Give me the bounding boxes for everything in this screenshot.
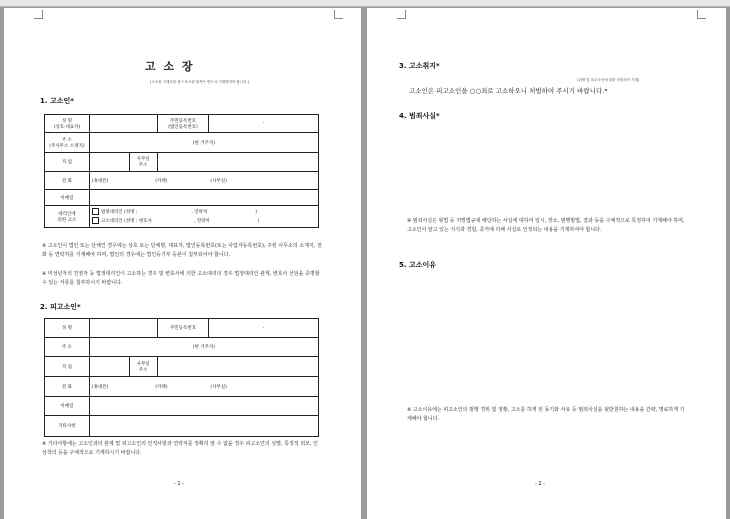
document-page-1 <box>4 8 361 519</box>
office-field[interactable] <box>157 357 318 377</box>
attorney-agent-checkbox[interactable] <box>92 217 99 224</box>
phone-mobile: (휴대폰) <box>91 384 109 390</box>
section-heading: 4. 범죄사실* <box>399 112 440 120</box>
note-complainant-agent: ※ 미성년자의 친권자 등 법정대리인이 고소하는 경우 및 변호사에 의한 고소대리의 경우 법정대리인 관계, 변호사 선임을 증명할 수 있는 서류를 첨부하시기 바랍니다. <box>42 271 320 286</box>
etc-label: 기타사항 <box>45 416 90 437</box>
address-field[interactable]: (현 거주지) <box>89 338 318 357</box>
ruler-bar <box>0 0 730 7</box>
phone-label: 전 화 <box>45 172 90 190</box>
rrn-label: 주민등록번호 (법인등록번호) <box>157 115 209 133</box>
email-label: 이메일 <box>45 397 90 416</box>
crop-mark <box>334 10 343 19</box>
paren: ) <box>257 218 260 224</box>
note-complainant-corp: ※ 고소인이 법인 또는 단체인 경우에는 상호 또는 단체명, 대표자, 법인등록번호(또는 사업자등록번호), 주된 사무소의 소재지, 전화 등 연락처를 기재해야 하며, 법인의 경우에는 법인등기부 등본이 첨부되어야 합니다. <box>42 243 322 258</box>
attorney-agent-option: 고소대리인 (성명 : 변호사 <box>100 218 152 224</box>
office-label: 사무실 주소 <box>129 357 157 377</box>
phone-label: 전 화 <box>45 377 90 397</box>
paren: ) <box>255 209 258 215</box>
email-field[interactable] <box>89 190 318 206</box>
legal-agent-checkbox[interactable] <box>92 208 99 215</box>
name-field[interactable] <box>89 319 157 338</box>
document-page-2 <box>367 8 726 519</box>
complainant-table <box>44 114 319 228</box>
name-label: 성 명 <box>45 319 90 338</box>
page-number: - 2 - <box>535 481 545 487</box>
note-crime-facts: ※ 범죄사실은 형법 등 처벌법규에 해당하는 사실에 대하여 일시, 장소, 범행방법, 결과 등을 구체적으로 특정하여 기재해야 하며, 고소인이 알고 있는 지식과 경험, 증거에 의해 사실로 인정되는 내용을 기재하여야 합니다. <box>407 218 685 233</box>
name-field[interactable] <box>89 115 157 133</box>
section-heading: 2. 피고소인* <box>40 303 81 311</box>
job-label: 직 업 <box>45 153 90 172</box>
phone-mobile: (휴대폰) <box>91 178 109 184</box>
phone-home: (자택) <box>155 178 168 184</box>
page-subtitle: (고소장 기재사항 중 * 표시된 항목은 반드시 기재하여야 합니다.) <box>150 80 250 84</box>
purpose-hint: (죄명 및 피고소인에 대한 처벌의사 기재) <box>577 78 640 82</box>
phone-office: (사무실) <box>210 178 227 184</box>
note-reason: ※ 고소이유에는 피고소인의 범행 경위 및 정황, 고소를 하게 된 동기와 사유 등 범죄사실을 뒷받침하는 내용을 간략, 명료하게 기재해야 합니다. <box>407 407 685 422</box>
name-label: 성 명 (상호·대표자) <box>45 115 90 133</box>
job-field[interactable] <box>89 153 129 172</box>
purpose-text[interactable]: 고소인은 피고소인을 ○○죄로 고소하오니 처벌하여 주시기 바랍니다.* <box>409 87 608 95</box>
agent-contact-label: , 연락처 <box>191 209 208 215</box>
page-title: 고 소 장 <box>145 60 195 73</box>
legal-agent-option: 법정대리인 (성명 : <box>100 209 138 215</box>
address-label: 주 소 (주사무소 소재지) <box>45 133 90 153</box>
etc-field[interactable] <box>89 416 318 437</box>
crop-mark <box>34 10 43 19</box>
crop-mark <box>697 10 706 19</box>
crime-facts-area[interactable] <box>407 124 697 214</box>
phone-home: (자택) <box>155 384 168 390</box>
email-label: 이메일 <box>45 190 90 206</box>
rrn-field[interactable]: - <box>209 319 319 338</box>
agent-field[interactable] <box>89 206 318 228</box>
reason-area[interactable] <box>407 274 697 399</box>
office-label: 사무실 주소 <box>129 153 157 172</box>
rrn-label: 주민등록번호 <box>157 319 209 338</box>
phone-office: (사무실) <box>210 384 227 390</box>
section-heading: 5. 고소이유 <box>399 261 437 269</box>
job-label: 직 업 <box>45 357 90 377</box>
address-field[interactable]: (현 거주지) <box>89 133 318 153</box>
job-field[interactable] <box>89 357 129 377</box>
office-field[interactable] <box>157 153 318 172</box>
agent-label: 대리인에 의한 고소 <box>45 206 90 228</box>
section-heading: 3. 고소취지* <box>399 62 440 70</box>
crop-mark <box>397 10 406 19</box>
email-field[interactable] <box>89 397 318 416</box>
phone-field[interactable] <box>89 172 318 190</box>
agent-contact-label: , 연락처 <box>193 218 210 224</box>
note-accused: ※ 기타사항에는 고소인과의 관계 및 피고소인의 인적사항과 연락처를 정확히 알 수 없을 경우 피고소인의 성별, 특징적 외모, 인상착의 등을 구체적으로 기재하시기 바랍니다. <box>42 441 318 456</box>
section-heading: 1. 고소인* <box>40 97 74 105</box>
address-label: 주 소 <box>45 338 90 357</box>
rrn-field[interactable]: - <box>209 115 319 133</box>
accused-table <box>44 318 319 437</box>
page-number: - 1 - <box>174 481 184 487</box>
phone-field[interactable] <box>89 377 318 397</box>
